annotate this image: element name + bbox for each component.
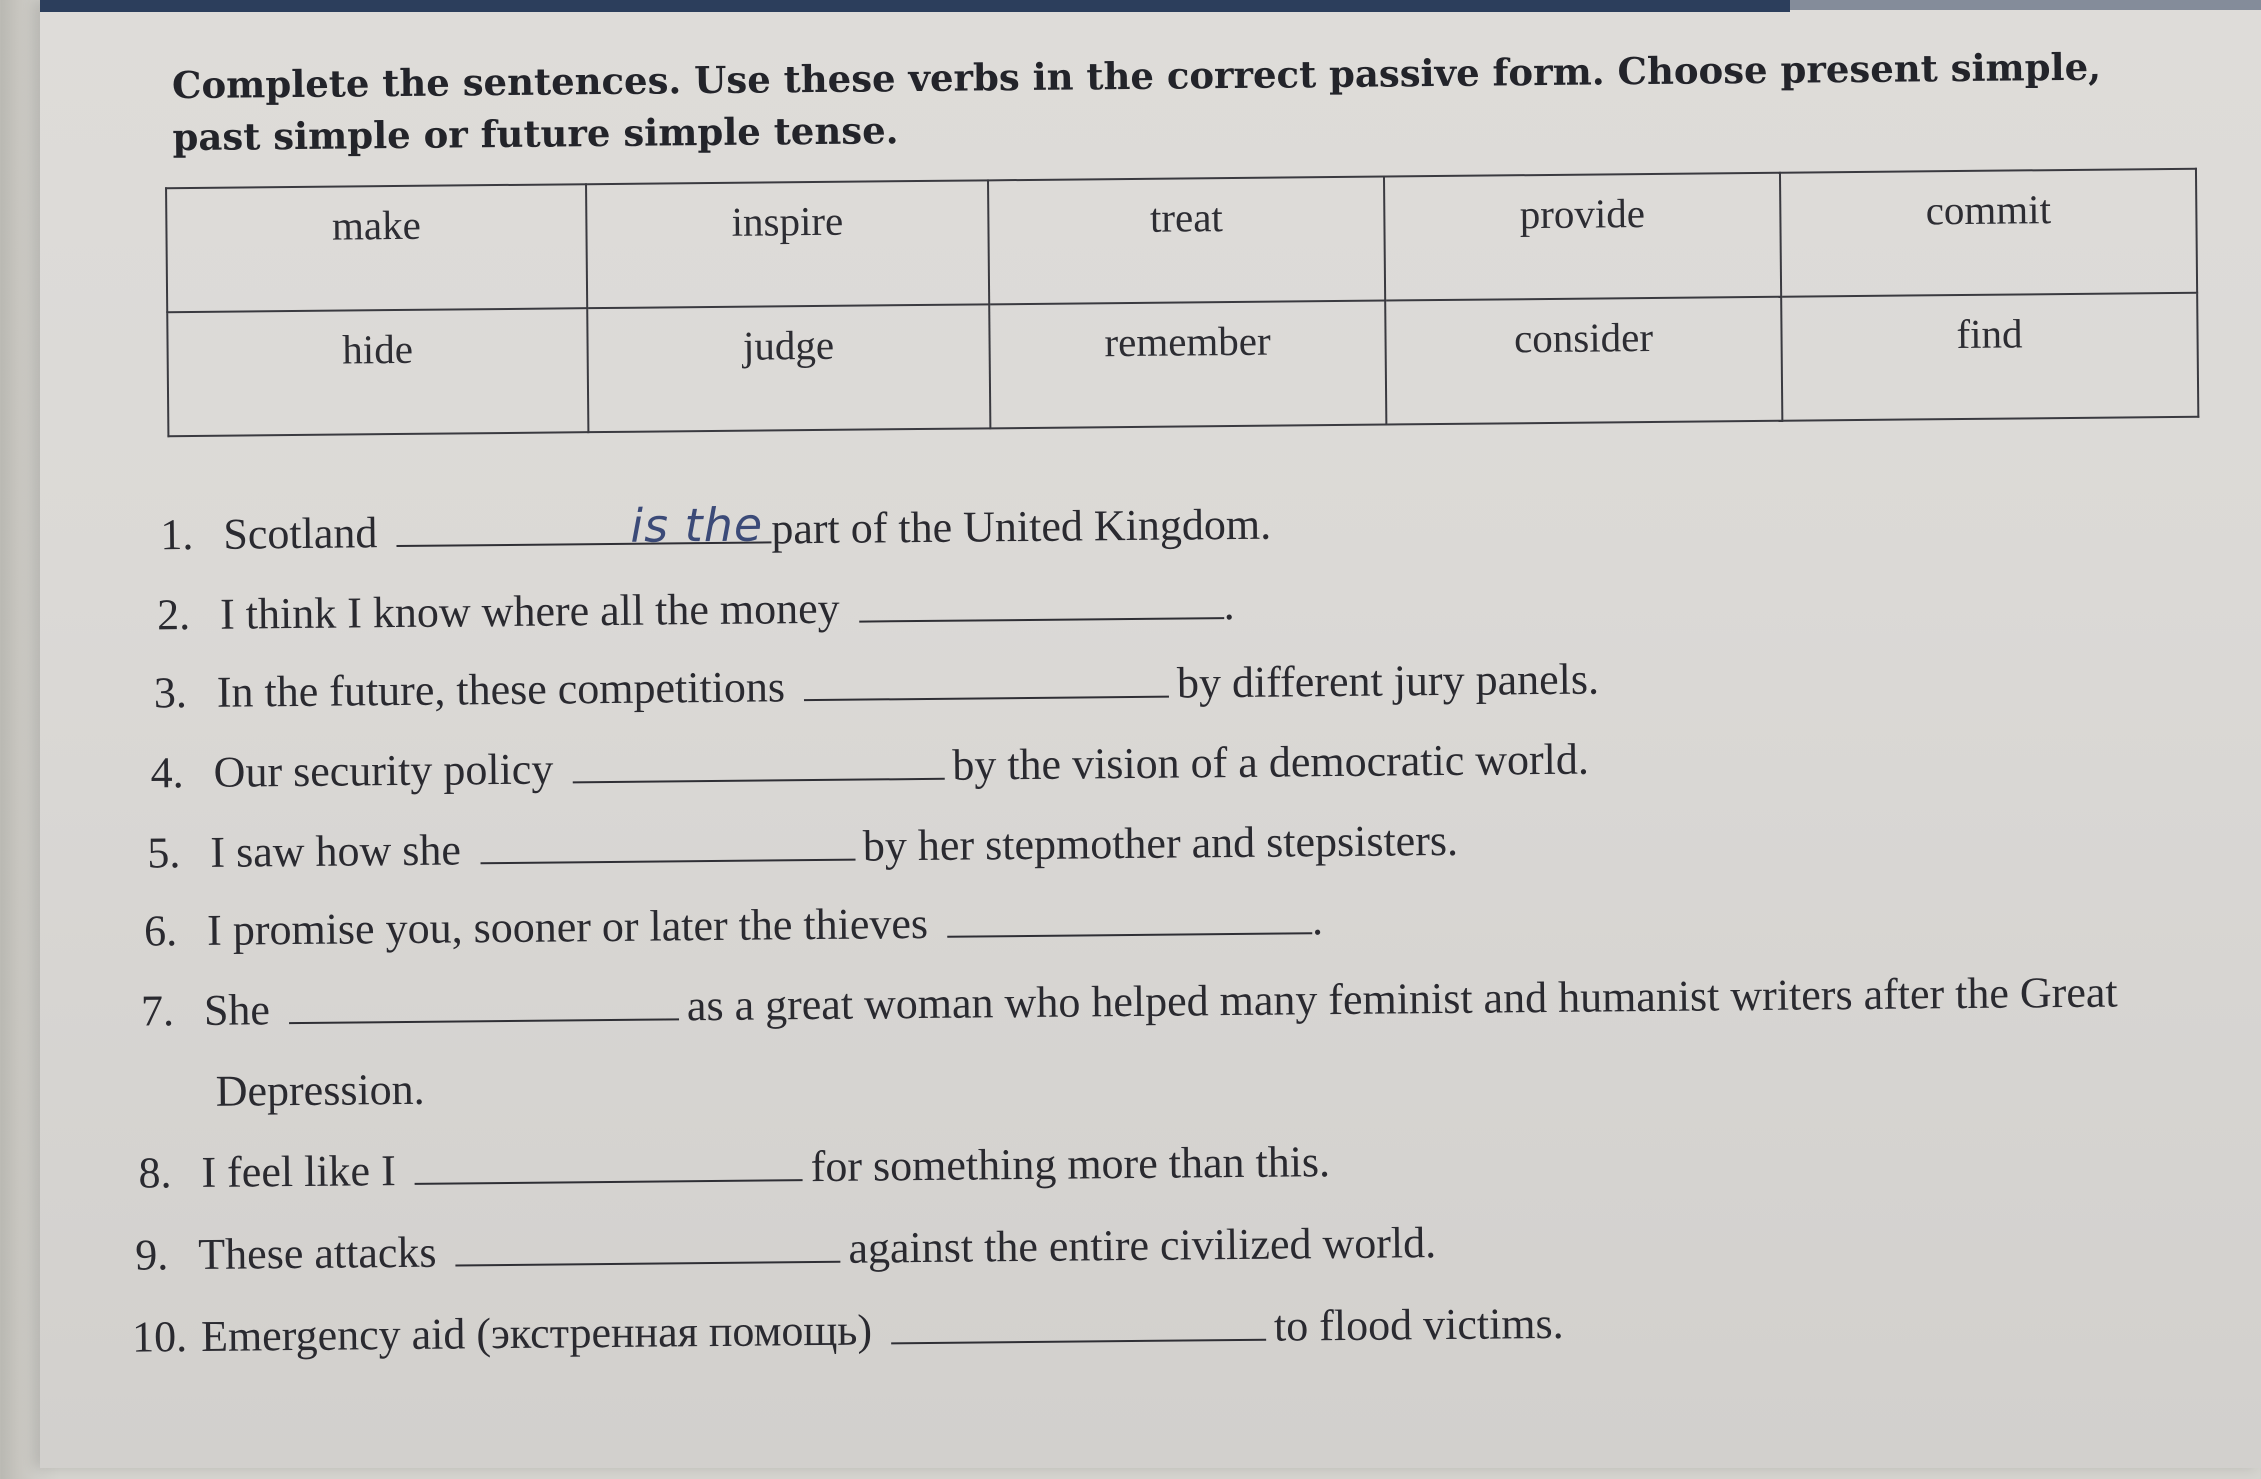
handwritten-answer: is the bbox=[630, 497, 764, 553]
sentence-number: 5. bbox=[147, 828, 181, 878]
sentence-text-before: I think I know where all the money bbox=[219, 583, 840, 639]
sentence-text-after: . bbox=[1311, 895, 1324, 945]
sentence-number: 7. bbox=[140, 986, 175, 1036]
answer-blank[interactable] bbox=[396, 497, 771, 553]
answer-blank[interactable] bbox=[289, 980, 679, 1024]
sentence-number: 6. bbox=[143, 906, 178, 956]
verb-cell: make bbox=[166, 184, 587, 312]
verb-cell: commit bbox=[1780, 169, 2197, 297]
sentence-text-before: Scotland bbox=[223, 508, 378, 559]
answer-blank[interactable] bbox=[858, 579, 1223, 623]
sentence-text-after: to flood victims. bbox=[1273, 1298, 1564, 1351]
sentence-text-after: as a great woman who helped many feminist and humanist writers after the Great bbox=[686, 967, 2118, 1031]
sentence-text-before: I feel like I bbox=[201, 1146, 396, 1197]
sentence-text-after: against the entire civilized world. bbox=[848, 1218, 1437, 1273]
answer-blank[interactable] bbox=[891, 1301, 1266, 1345]
sentence-number: 2. bbox=[156, 590, 191, 640]
verb-table bbox=[165, 168, 2199, 437]
sentence-text-before: I promise you, sooner or later the thieves bbox=[206, 898, 929, 955]
sentence-6 bbox=[144, 894, 1323, 956]
sentence-7 bbox=[141, 967, 2118, 1037]
verb-cell: treat bbox=[988, 177, 1385, 305]
sentence-text-before: I saw how she bbox=[210, 825, 462, 877]
sentence-3 bbox=[154, 653, 1600, 718]
sentence-text-after: . bbox=[1223, 579, 1235, 630]
sentence-text-after: by different jury panels. bbox=[1176, 654, 1600, 708]
sentence-7-continuation bbox=[215, 1065, 424, 1117]
sentence-number: 3. bbox=[153, 668, 188, 718]
instructions-heading: Complete the sentences. Use these verbs in the correct passive form. Choose present simple, past simple or future simple tense. bbox=[171, 44, 2102, 160]
sentence-10 bbox=[132, 1298, 1564, 1363]
answer-blank[interactable] bbox=[804, 658, 1169, 702]
sentence-2 bbox=[157, 579, 1235, 640]
sentence-number: 4. bbox=[150, 748, 184, 798]
verb-cell: provide bbox=[1384, 173, 1781, 301]
answer-blank[interactable] bbox=[414, 1141, 802, 1185]
verb-table-row bbox=[166, 169, 2197, 312]
verb-cell: find bbox=[1781, 293, 2198, 421]
answer-blank[interactable] bbox=[947, 894, 1312, 938]
sentence-text-before: Our security policy bbox=[213, 744, 554, 797]
sentence-5 bbox=[147, 815, 1458, 879]
sentence-text-before: In the future, these competitions bbox=[216, 662, 786, 717]
sentence-text-before: These attacks bbox=[198, 1227, 437, 1279]
sentence-1 bbox=[160, 499, 1271, 561]
verb-cell: inspire bbox=[586, 180, 989, 308]
answer-blank[interactable] bbox=[455, 1223, 840, 1267]
verb-cell: remember bbox=[989, 301, 1386, 429]
sentence-number: 8. bbox=[138, 1148, 172, 1198]
answer-blank[interactable] bbox=[572, 740, 944, 784]
sentence-number: 9. bbox=[135, 1230, 169, 1280]
sentence-text-after: part of the United Kingdom. bbox=[771, 499, 1272, 554]
verb-table-row bbox=[167, 293, 2198, 436]
sentence-text-before: She bbox=[203, 985, 271, 1035]
sentence-text-after: for something more than this. bbox=[810, 1137, 1331, 1192]
sentence-8 bbox=[138, 1136, 1330, 1198]
answer-blank[interactable] bbox=[480, 821, 855, 865]
verb-cell: judge bbox=[587, 304, 990, 432]
verb-cell: hide bbox=[167, 308, 588, 436]
sentence-text-before: Emergency aid (экстренная помощь) bbox=[200, 1305, 873, 1361]
sentence-text-after: by her stepmother and stepsisters. bbox=[862, 815, 1459, 871]
sentence-number: 10. bbox=[131, 1312, 188, 1362]
sentence-text-after: by the vision of a democratic world. bbox=[952, 734, 1590, 790]
verb-cell: consider bbox=[1385, 297, 1782, 425]
sentence-9 bbox=[135, 1217, 1436, 1280]
sentence-4 bbox=[150, 734, 1589, 799]
sentence-number: 1. bbox=[160, 509, 194, 560]
sentence-text-continuation: Depression. bbox=[215, 1064, 425, 1116]
